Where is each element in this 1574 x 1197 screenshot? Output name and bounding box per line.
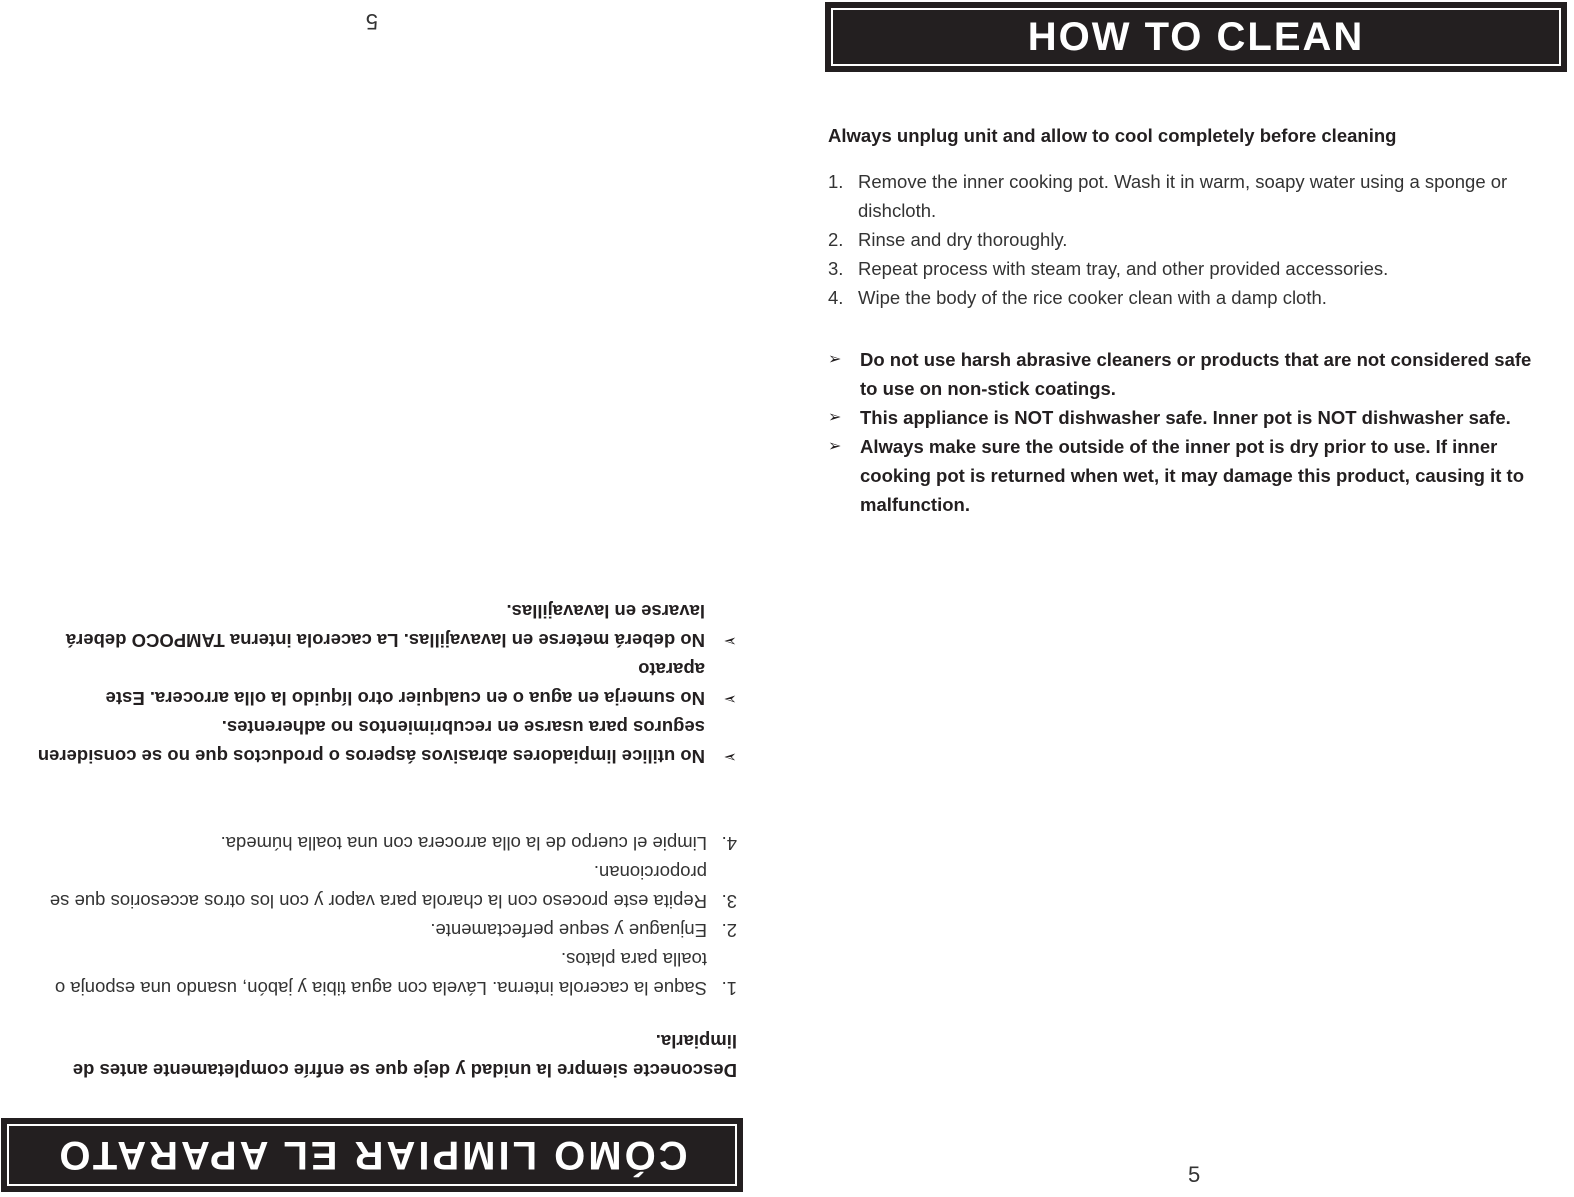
english-page — [787, 0, 1574, 1197]
spanish-caution: ➢ No deberá meterse en lavavajillas. La cacerola interna TAMPOCO deberá lavarse en lavavajillas. — [37, 597, 737, 655]
spanish-steps-list — [37, 829, 737, 1003]
spanish-warning-heading: Desconecte siempre la unidad y deje que se enfríe completamente antes de limpiarla. — [72, 1031, 737, 1081]
english-step: 4. Wipe the body of the rice cooker clean with a damp cloth. — [828, 287, 1327, 308]
english-step: 1. Remove the inner cooking pot. Wash it in warm, soapy water using a sponge or dishcloth. — [828, 171, 1508, 221]
english-cautions-list — [828, 345, 1548, 519]
english-caution: ➢ Do not use harsh abrasive cleaners or products that are not considered safe to use on non-stick coatings. — [828, 345, 1548, 403]
arrow-bullet-icon: ➢ — [828, 351, 842, 368]
arrow-bullet-icon: ➢ — [723, 632, 737, 649]
arrow-bullet-icon: ➢ — [723, 748, 737, 765]
spanish-step: 2. Enjuague y seque perfectamente. — [430, 920, 737, 941]
english-page-number: 5 — [1188, 1162, 1201, 1187]
spanish-caution: ➢ No sumerja en agua o en cualquier otro líquido la olla arrocera. Este aparato — [37, 655, 737, 713]
english-content — [828, 121, 1548, 519]
arrow-bullet-icon: ➢ — [723, 690, 737, 707]
english-caution: ➢ Always make sure the outside of the inner pot is dry prior to use. If inner cooking pot is returned when wet, it may damage this product, causing it to malfunction. — [828, 432, 1548, 519]
spanish-title-bar — [1, 1118, 743, 1192]
english-warning-heading: Always unplug unit and allow to cool completely before cleaning — [828, 125, 1397, 146]
arrow-bullet-icon: ➢ — [828, 409, 842, 426]
english-steps-list — [828, 167, 1548, 312]
spanish-caution: ➢ No utilice limpiadores abrasivos ásperos o productos que no se consideren seguros para usarse en recubrimientos no adherentes. — [37, 713, 737, 771]
spanish-step: 4. Limpie el cuerpo de la olla arrocera con una toalla húmeda. — [220, 833, 737, 854]
english-caution: ➢ This appliance is NOT dishwasher safe. Inner pot is NOT dishwasher safe. — [828, 403, 1548, 432]
english-step: 2. Rinse and dry thoroughly. — [828, 229, 1068, 250]
english-title: HOW TO CLEAN — [1027, 14, 1365, 59]
english-title-bar — [825, 2, 1567, 72]
arrow-bullet-icon: ➢ — [828, 438, 842, 455]
spanish-step: 3. Repita este proceso con la charola para vapor y con los otros accesorios que se proporcionan. — [49, 862, 737, 912]
spanish-cautions-list — [37, 597, 737, 771]
spanish-step: 1. Saque la cacerola interna. Lávela con agua tibia y jabón, usando una esponja o toalla para platos. — [54, 949, 737, 999]
spanish-title: CÓMO LIMPIAR EL APARATO — [56, 1133, 688, 1178]
english-step: 3. Repeat process with steam tray, and other provided accessories. — [828, 258, 1389, 279]
spanish-page-number: 5 — [365, 9, 378, 34]
spanish-content — [37, 597, 737, 1085]
